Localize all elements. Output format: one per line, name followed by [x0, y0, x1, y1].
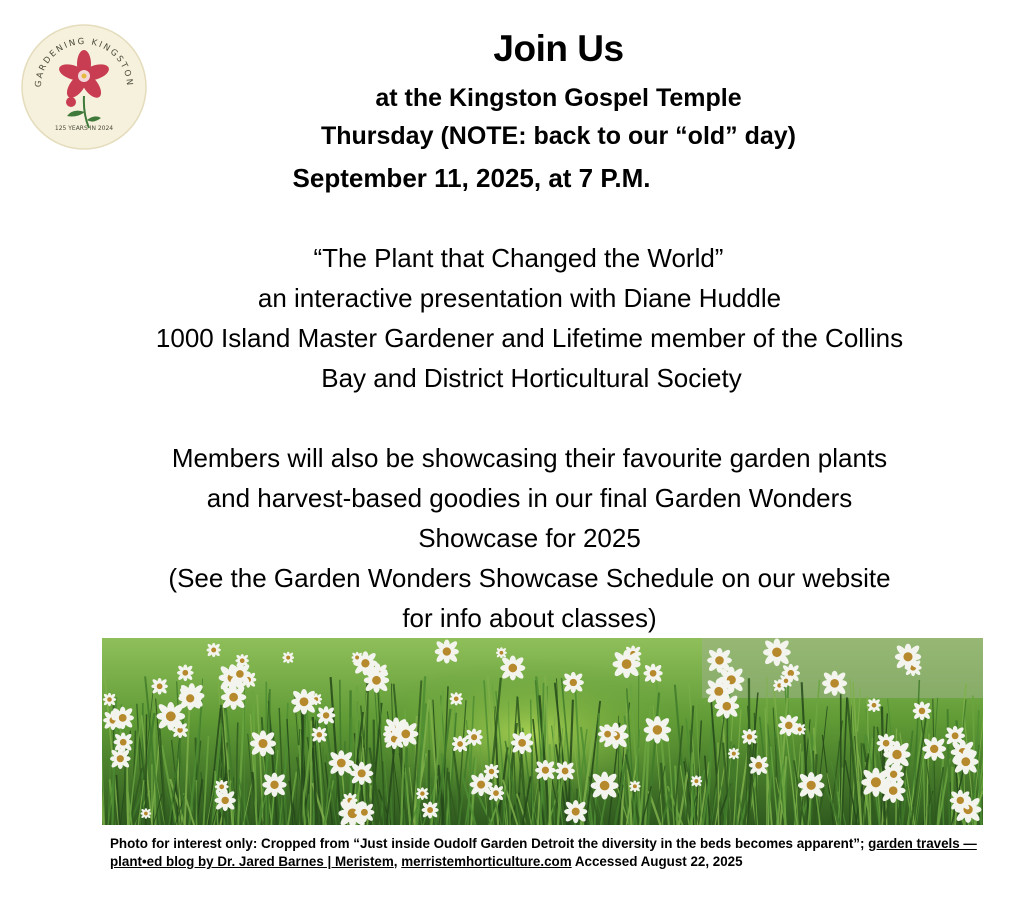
coneflower-garden-image [102, 638, 983, 825]
venue-line: at the Kingston Gospel Temple [375, 84, 742, 112]
caption-accessed: Accessed August 22, 2025 [571, 854, 743, 869]
coneflower [953, 749, 979, 775]
showcase-line: for info about classes) [402, 603, 657, 633]
coneflower [950, 790, 971, 811]
garden-photo [102, 638, 983, 825]
coneflower [450, 692, 463, 705]
coneflower [103, 693, 116, 706]
coneflower [728, 748, 740, 760]
coneflower [861, 768, 890, 797]
coneflower [329, 750, 354, 775]
day-line: Thursday (NOTE: back to our “old” day) [320, 122, 797, 150]
coneflower [778, 715, 800, 737]
coneflower [691, 775, 702, 786]
coneflower [564, 800, 587, 823]
coneflower [714, 694, 739, 719]
presentation-line: 1000 Island Master Gardener and Lifetime member of the Collins [155, 323, 904, 353]
date-line: September 11, 2025, at 7 P.M. [292, 163, 651, 193]
coneflower [742, 729, 758, 745]
coneflower [393, 721, 418, 746]
showcase-line: Showcase for 2025 [418, 523, 641, 553]
coneflower [535, 760, 556, 781]
blog-link[interactable]: garden travels — plant•ed blog by Dr. Jared Barnes | Meristem [110, 836, 977, 869]
coneflower [229, 663, 251, 685]
logo-bottom-text: 125 YEARS IN 2024 [54, 125, 114, 132]
coneflower [350, 762, 373, 785]
coneflower [591, 772, 619, 800]
coneflower [221, 685, 246, 710]
coneflower [555, 761, 575, 781]
photo-caption [110, 835, 990, 871]
website-link[interactable]: merristemhorticulture.com [401, 854, 572, 869]
presentation-line: an interactive presentation with Diane Huddle [257, 283, 782, 313]
coneflower [922, 737, 946, 761]
coneflower [945, 726, 965, 746]
caption-separator: , [393, 854, 402, 869]
coneflower [151, 678, 168, 695]
coneflower [613, 650, 641, 678]
showcase-line: (See the Garden Wonders Showcase Schedule on our website [168, 563, 891, 593]
coneflower [822, 671, 847, 696]
page-title: Join Us [493, 28, 624, 69]
coneflower [488, 785, 504, 801]
showcase-line: Members will also be showcasing their favourite garden plants [171, 443, 888, 473]
showcase-line: and harvest-based goodies in our final Garden Wonders [206, 483, 853, 513]
coneflower [484, 764, 500, 780]
coneflower [895, 644, 921, 670]
coneflower [114, 733, 133, 752]
coneflower [511, 732, 533, 754]
coneflower [110, 748, 131, 769]
coneflower [798, 772, 825, 799]
coneflower [157, 702, 185, 730]
coneflower [351, 652, 362, 663]
coneflower [643, 664, 662, 683]
logo-arc-text: GARDENING KINGSTON [33, 36, 135, 88]
coneflower [644, 716, 671, 743]
coneflower [779, 674, 792, 687]
coneflower [563, 672, 584, 693]
coneflower [763, 638, 791, 666]
coneflower [913, 702, 932, 721]
coneflower [598, 724, 618, 744]
coneflower [311, 727, 327, 743]
coneflower [177, 664, 194, 681]
coneflower [877, 734, 896, 753]
coneflower [291, 689, 317, 715]
coneflower [422, 801, 439, 818]
coneflower [111, 707, 133, 729]
coneflower [262, 773, 286, 797]
coneflower [500, 656, 525, 681]
coneflower [867, 698, 881, 712]
presentation-line: Bay and District Horticultural Society [321, 363, 742, 393]
coneflower [364, 668, 389, 693]
coneflower [207, 643, 221, 657]
coneflower [749, 755, 769, 775]
coneflower [465, 728, 482, 745]
coneflower [629, 781, 640, 792]
coneflower [317, 706, 336, 725]
coneflower [214, 790, 235, 811]
coneflower [707, 648, 732, 673]
coneflower [435, 640, 459, 664]
coneflower [416, 787, 429, 800]
caption-text: Photo for interest only: Cropped from “Just inside Oudolf Garden Detroit the diversity in the beds becomes apparent”; [110, 836, 869, 851]
coneflower [496, 647, 507, 658]
coneflower [250, 730, 276, 756]
presentation-title: “The Plant that Changed the World” [313, 243, 724, 273]
coneflower [141, 808, 152, 819]
coneflower [354, 802, 374, 822]
coneflower [282, 652, 294, 664]
